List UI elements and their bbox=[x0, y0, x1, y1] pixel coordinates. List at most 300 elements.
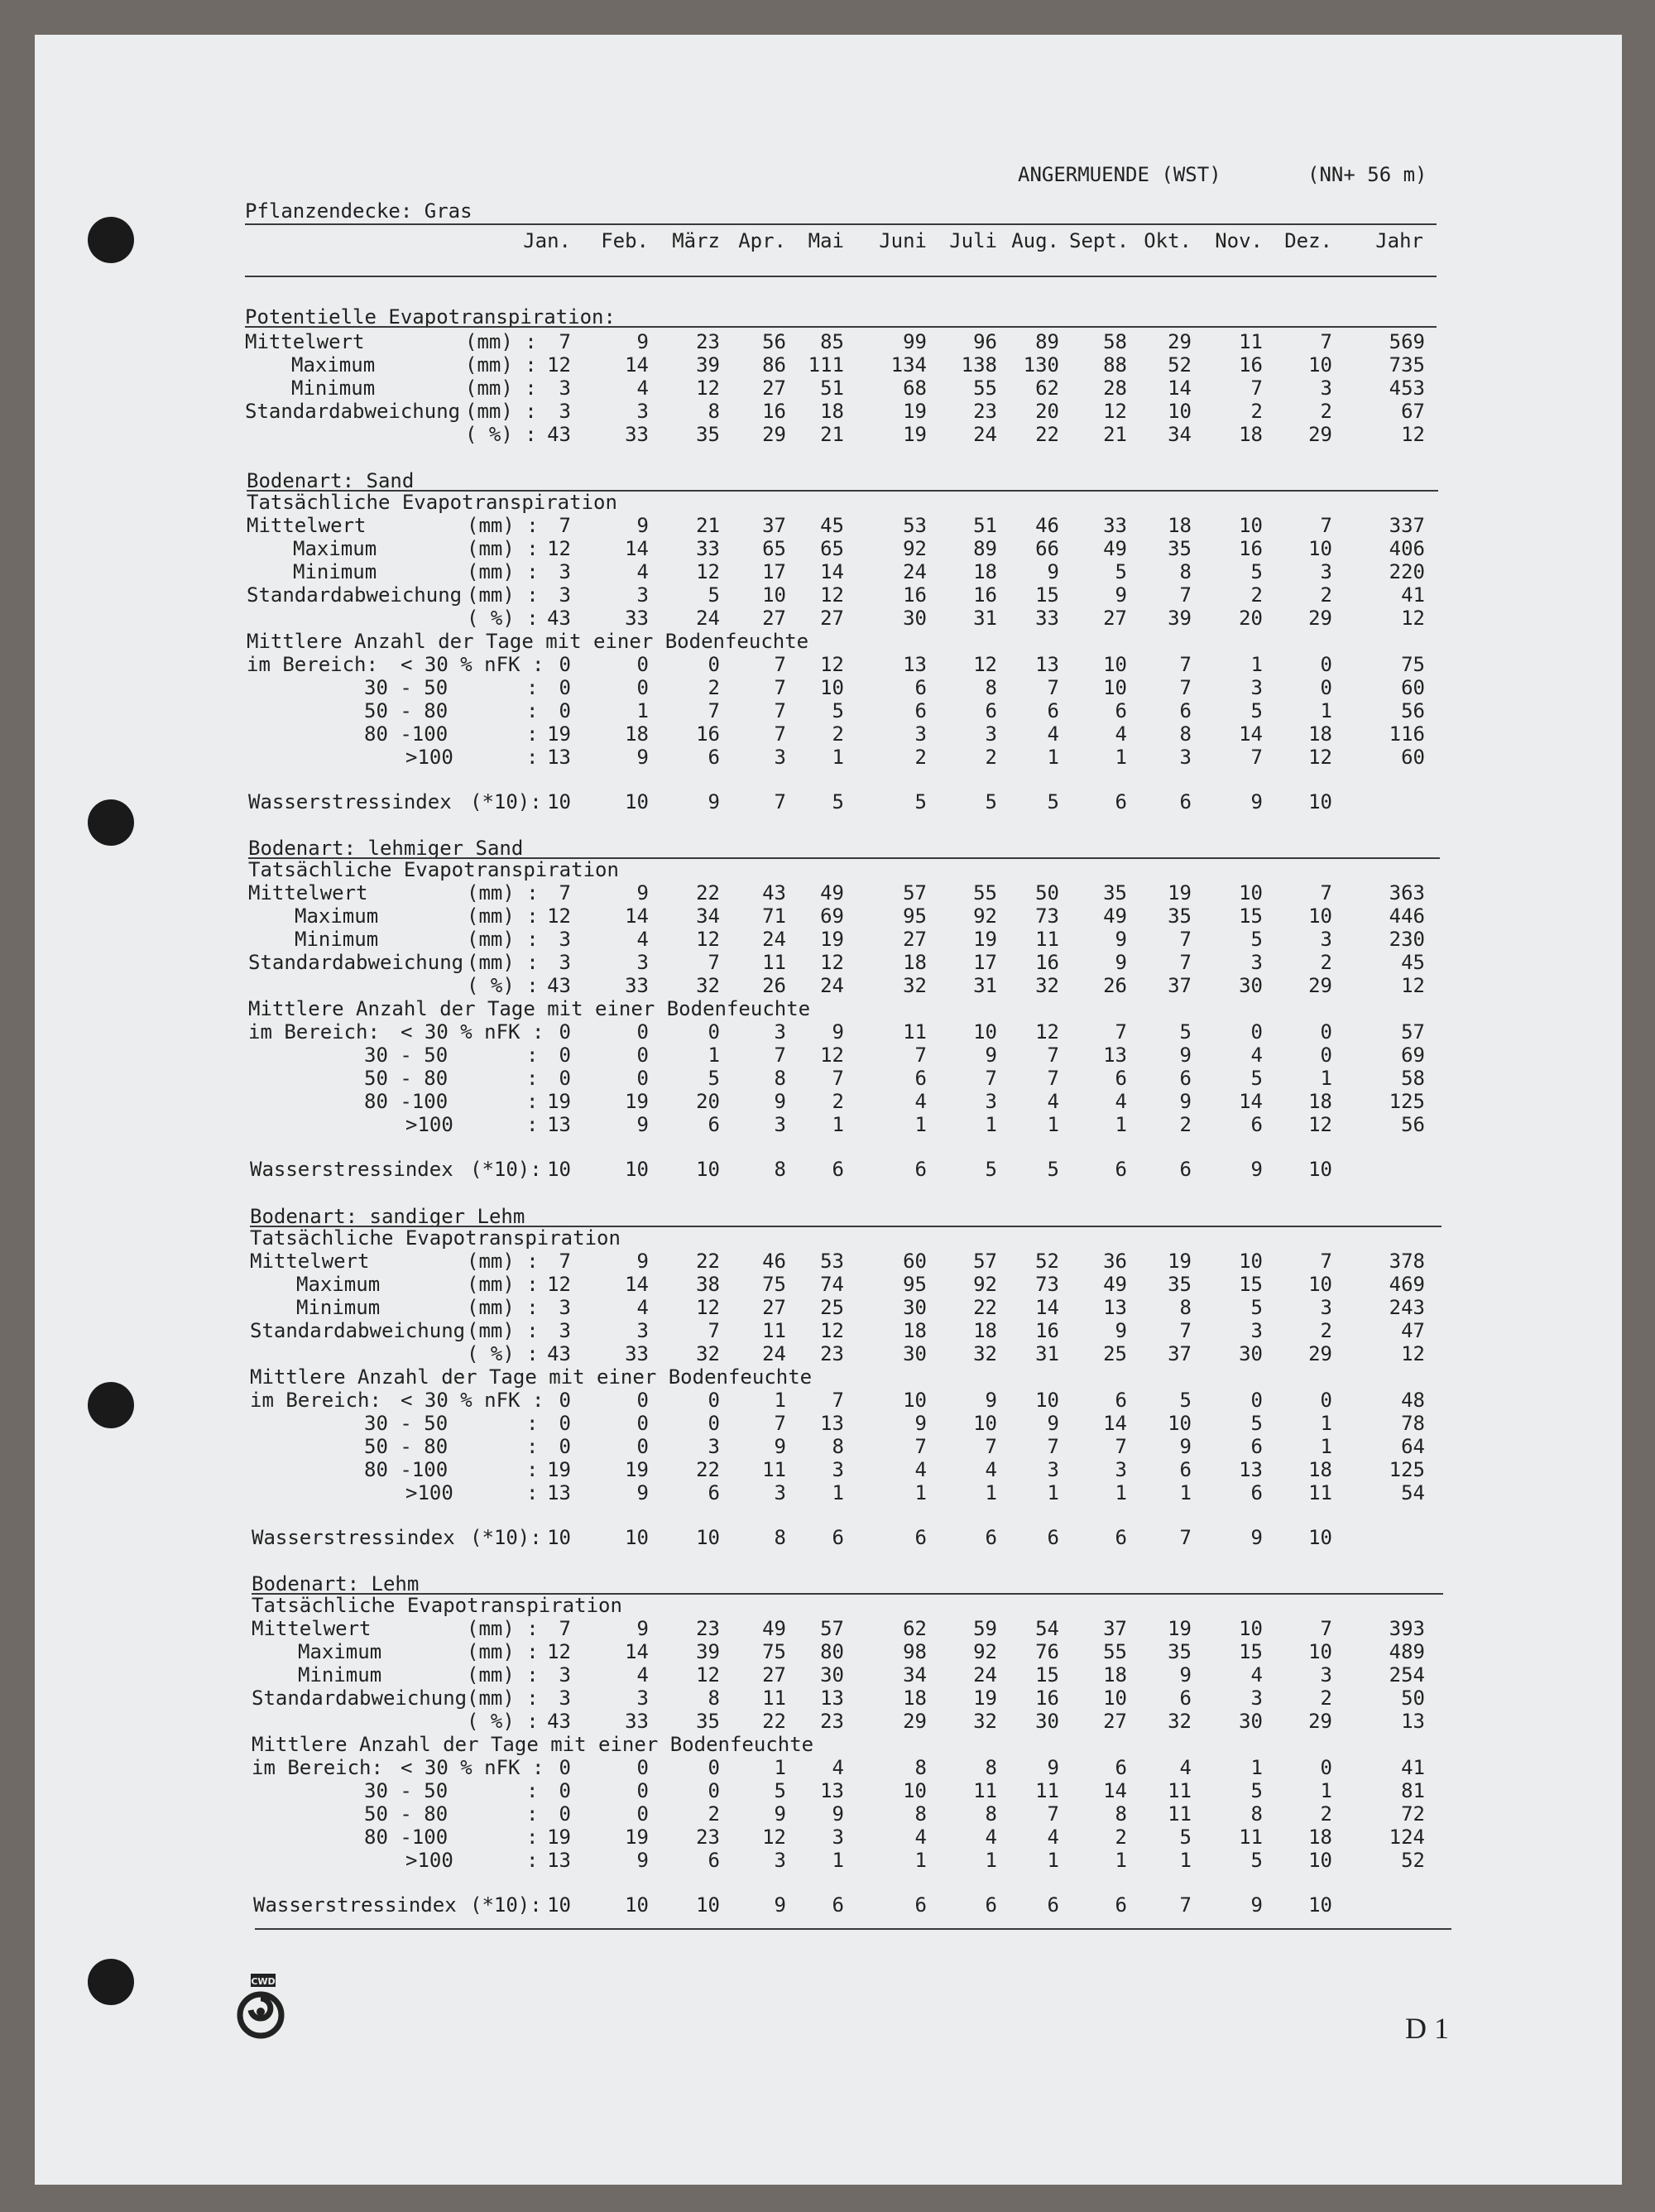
table-cell: 6 bbox=[914, 1067, 927, 1090]
range-colon: : bbox=[526, 1067, 539, 1090]
table-cell: 14 bbox=[1239, 1090, 1263, 1113]
table-cell: 2 bbox=[1320, 400, 1332, 423]
table-cell: 10 bbox=[1308, 904, 1332, 928]
table-cell: 0 bbox=[559, 653, 571, 676]
table-cell: 78 bbox=[1401, 1412, 1425, 1435]
table-cell: 26 bbox=[762, 974, 786, 997]
table-cell: 10 bbox=[1168, 400, 1192, 423]
punch-hole bbox=[88, 217, 134, 263]
table-cell: 6 bbox=[1115, 699, 1127, 722]
range-colon: : bbox=[526, 722, 539, 746]
table-cell: 6 bbox=[1179, 699, 1192, 722]
table-cell: 3 bbox=[1115, 1458, 1127, 1481]
table-cell: 4 bbox=[1047, 722, 1059, 746]
table-cell: 8 bbox=[774, 1526, 786, 1549]
table-cell: 9 bbox=[636, 514, 649, 537]
table-cell: 52 bbox=[1401, 1849, 1425, 1872]
table-cell: 7 bbox=[1047, 676, 1059, 699]
table-cell: 1 bbox=[774, 1389, 786, 1412]
table-cell: 12 bbox=[696, 560, 720, 583]
table-cell: 18 bbox=[1308, 1458, 1332, 1481]
table-cell: 1 bbox=[1320, 1779, 1332, 1802]
table-cell: 7 bbox=[559, 330, 571, 353]
table-cell: 5 bbox=[1250, 1412, 1263, 1435]
table-cell: 9 bbox=[708, 790, 720, 813]
table-cell: 12 bbox=[820, 583, 844, 607]
row-label: Mittelwert bbox=[245, 330, 365, 353]
table-cell: 34 bbox=[1168, 423, 1192, 446]
table-cell: 3 bbox=[559, 1663, 571, 1687]
table-cell: 35 bbox=[1168, 537, 1192, 560]
table-cell: 2 bbox=[1320, 1687, 1332, 1710]
table-cell: 55 bbox=[973, 881, 997, 904]
table-cell: 11 bbox=[1035, 1779, 1059, 1802]
table-cell: 43 bbox=[547, 607, 571, 630]
table-cell: 33 bbox=[696, 537, 720, 560]
table-cell: 735 bbox=[1389, 353, 1425, 377]
table-cell: 6 bbox=[1115, 790, 1127, 813]
table-cell: 32 bbox=[903, 974, 927, 997]
table-cell: 37 bbox=[1168, 1342, 1192, 1365]
table-cell: 2 bbox=[1115, 1826, 1127, 1849]
table-cell: 4 bbox=[1115, 722, 1127, 746]
table-cell: 24 bbox=[762, 1342, 786, 1365]
table-cell: 0 bbox=[1320, 1020, 1332, 1044]
table-cell: 23 bbox=[820, 1342, 844, 1365]
table-cell: 5 bbox=[774, 1779, 786, 1802]
table-cell: 9 bbox=[985, 1044, 997, 1067]
table-cell: 3 bbox=[708, 1435, 720, 1458]
row-label: Maximum bbox=[293, 537, 377, 560]
table-cell: 12 bbox=[820, 951, 844, 974]
table-cell: 4 bbox=[1179, 1756, 1192, 1779]
table-cell: 13 bbox=[1239, 1458, 1263, 1481]
row-unit: (mm) : bbox=[467, 951, 539, 974]
table-cell: 8 bbox=[774, 1158, 786, 1181]
table-cell: 9 bbox=[636, 746, 649, 769]
table-cell: Dez. bbox=[1284, 229, 1332, 252]
table-cell: 14 bbox=[1035, 1296, 1059, 1319]
range-colon: : bbox=[526, 699, 539, 722]
table-cell: 35 bbox=[1168, 1640, 1192, 1663]
table-cell: 4 bbox=[985, 1458, 997, 1481]
row-unit: (mm) : bbox=[467, 928, 539, 951]
table-cell: 39 bbox=[696, 353, 720, 377]
tats-title: Tatsächliche Evapotranspiration bbox=[247, 491, 617, 514]
table-cell: 7 bbox=[914, 1044, 927, 1067]
table-cell: 10 bbox=[547, 790, 571, 813]
range-label: 30 - 50 bbox=[364, 1044, 449, 1067]
table-cell: 9 bbox=[1179, 1435, 1192, 1458]
table-cell: 3 bbox=[1320, 1663, 1332, 1687]
table-cell: 29 bbox=[1308, 1710, 1332, 1733]
table-cell: 6 bbox=[1047, 1526, 1059, 1549]
table-cell: 9 bbox=[774, 1893, 786, 1917]
table-cell: 6 bbox=[985, 1526, 997, 1549]
table-cell: 16 bbox=[696, 722, 720, 746]
table-cell: 3 bbox=[1250, 1687, 1263, 1710]
table-cell: 220 bbox=[1389, 560, 1425, 583]
table-cell: 5 bbox=[708, 1067, 720, 1090]
table-cell: 8 bbox=[1250, 1802, 1263, 1826]
table-cell: 54 bbox=[1401, 1481, 1425, 1504]
table-cell: 6 bbox=[1047, 699, 1059, 722]
table-cell: 35 bbox=[696, 423, 720, 446]
table-cell: Okt. bbox=[1144, 229, 1192, 252]
svg-text:CWD: CWD bbox=[251, 1976, 276, 1987]
table-cell: 9 bbox=[774, 1090, 786, 1113]
table-cell: 3 bbox=[636, 951, 649, 974]
table-cell: 4 bbox=[1047, 1090, 1059, 1113]
table-cell: 3 bbox=[559, 928, 571, 951]
table-cell: 13 bbox=[547, 746, 571, 769]
table-cell: 23 bbox=[696, 1826, 720, 1849]
table-cell: 18 bbox=[1168, 514, 1192, 537]
table-cell: 1 bbox=[636, 699, 649, 722]
table-cell: 18 bbox=[1239, 423, 1263, 446]
table-cell: 18 bbox=[625, 722, 649, 746]
range-colon: : bbox=[526, 1044, 539, 1067]
table-cell: 4 bbox=[985, 1826, 997, 1849]
table-cell: 10 bbox=[973, 1412, 997, 1435]
table-cell: 10 bbox=[625, 1158, 649, 1181]
range-colon: : bbox=[526, 1435, 539, 1458]
table-cell: 13 bbox=[1035, 653, 1059, 676]
table-cell: 50 bbox=[1401, 1687, 1425, 1710]
row-unit: (mm) : bbox=[467, 1250, 539, 1273]
table-cell: 7 bbox=[774, 790, 786, 813]
table-cell: 19 bbox=[625, 1458, 649, 1481]
table-cell: 58 bbox=[1103, 330, 1127, 353]
plant-cover: Pflanzendecke: Gras bbox=[245, 199, 473, 223]
table-cell: 22 bbox=[1035, 423, 1059, 446]
table-cell: 7 bbox=[1320, 1250, 1332, 1273]
table-cell: 12 bbox=[820, 1044, 844, 1067]
table-cell: 16 bbox=[973, 583, 997, 607]
table-cell: 3 bbox=[559, 377, 571, 400]
range-colon: : bbox=[526, 1113, 539, 1136]
table-cell: 1 bbox=[832, 1849, 844, 1872]
table-cell: 27 bbox=[762, 1296, 786, 1319]
table-cell: 5 bbox=[708, 583, 720, 607]
table-cell: Juni bbox=[879, 229, 927, 252]
table-cell: 89 bbox=[1035, 330, 1059, 353]
table-cell: 9 bbox=[1047, 1412, 1059, 1435]
table-cell: 35 bbox=[1168, 904, 1192, 928]
table-cell: 10 bbox=[1308, 1640, 1332, 1663]
table-cell: 74 bbox=[820, 1273, 844, 1296]
table-cell: 4 bbox=[1250, 1663, 1263, 1687]
table-cell: 2 bbox=[985, 746, 997, 769]
table-cell: 12 bbox=[696, 1296, 720, 1319]
table-cell: 8 bbox=[985, 676, 997, 699]
table-cell: 10 bbox=[1308, 1273, 1332, 1296]
table-cell: 19 bbox=[547, 1090, 571, 1113]
table-cell: 1 bbox=[1320, 699, 1332, 722]
table-cell: 80 bbox=[820, 1640, 844, 1663]
table-cell: 66 bbox=[1035, 537, 1059, 560]
table-cell: 6 bbox=[1115, 1526, 1127, 1549]
range-label: < 30 % nFK : bbox=[401, 1020, 544, 1044]
table-cell: 7 bbox=[774, 722, 786, 746]
table-cell: 4 bbox=[914, 1826, 927, 1849]
table-cell: 41 bbox=[1401, 1756, 1425, 1779]
table-cell: 243 bbox=[1389, 1296, 1425, 1319]
table-cell: 3 bbox=[559, 951, 571, 974]
soil-title: Bodenart: sandiger Lehm bbox=[250, 1205, 525, 1228]
table-cell: 58 bbox=[1401, 1067, 1425, 1090]
table-cell: 6 bbox=[1047, 1893, 1059, 1917]
row-label: Maximum bbox=[296, 1273, 381, 1296]
table-cell: 57 bbox=[903, 881, 927, 904]
table-cell: 12 bbox=[1308, 1113, 1332, 1136]
table-cell: 23 bbox=[820, 1710, 844, 1733]
table-cell: 18 bbox=[1103, 1663, 1127, 1687]
table-cell: 3 bbox=[636, 1319, 649, 1342]
table-cell: 10 bbox=[762, 583, 786, 607]
table-cell: 8 bbox=[914, 1756, 927, 1779]
table-cell: 1 bbox=[914, 1113, 927, 1136]
table-cell: 1 bbox=[1047, 746, 1059, 769]
row-label: Maximum bbox=[295, 904, 379, 928]
table-cell: 19 bbox=[625, 1090, 649, 1113]
table-cell: 53 bbox=[903, 514, 927, 537]
table-cell: 14 bbox=[625, 1640, 649, 1663]
table-cell: 53 bbox=[820, 1250, 844, 1273]
table-cell: 12 bbox=[696, 377, 720, 400]
punch-hole bbox=[88, 1959, 134, 2005]
table-cell: 3 bbox=[636, 583, 649, 607]
table-cell: 67 bbox=[1401, 400, 1425, 423]
table-cell: 3 bbox=[559, 583, 571, 607]
table-cell: 7 bbox=[1047, 1802, 1059, 1826]
table-cell: 33 bbox=[625, 423, 649, 446]
row-unit: (mm) : bbox=[467, 537, 539, 560]
table-cell: 7 bbox=[774, 653, 786, 676]
table-cell: 35 bbox=[1168, 1273, 1192, 1296]
row-unit: ( %) : bbox=[467, 974, 539, 997]
soil-title: Bodenart: Sand bbox=[247, 469, 415, 492]
table-cell: 6 bbox=[832, 1158, 844, 1181]
table-cell: 453 bbox=[1389, 377, 1425, 400]
table-cell: 1 bbox=[1047, 1113, 1059, 1136]
table-cell: 12 bbox=[1401, 1342, 1425, 1365]
table-cell: 7 bbox=[1115, 1020, 1127, 1044]
table-cell: 10 bbox=[1239, 881, 1263, 904]
table-cell: 25 bbox=[1103, 1342, 1127, 1365]
table-cell: 9 bbox=[1179, 1044, 1192, 1067]
table-cell: 92 bbox=[973, 904, 997, 928]
table-cell: 57 bbox=[973, 1250, 997, 1273]
table-cell: 3 bbox=[1320, 377, 1332, 400]
table-cell: 21 bbox=[820, 423, 844, 446]
range-label: < 30 % nFK : bbox=[401, 653, 544, 676]
tats-title: Tatsächliche Evapotranspiration bbox=[248, 858, 619, 881]
table-cell: 5 bbox=[1250, 928, 1263, 951]
table-cell: 6 bbox=[914, 1893, 927, 1917]
table-cell: 5 bbox=[1250, 560, 1263, 583]
table-cell: 10 bbox=[1308, 790, 1332, 813]
range-label: 50 - 80 bbox=[364, 1802, 449, 1826]
table-cell: 14 bbox=[625, 537, 649, 560]
table-cell: 9 bbox=[636, 1113, 649, 1136]
table-cell: 14 bbox=[1168, 377, 1192, 400]
row-unit: (mm) : bbox=[467, 1663, 539, 1687]
table-cell: 19 bbox=[973, 928, 997, 951]
table-cell: 0 bbox=[1320, 1389, 1332, 1412]
range-label: >100 bbox=[405, 1481, 453, 1504]
table-cell: 6 bbox=[708, 746, 720, 769]
table-cell: 2 bbox=[1179, 1113, 1192, 1136]
table-cell: 12 bbox=[1103, 400, 1127, 423]
tats-title: Tatsächliche Evapotranspiration bbox=[252, 1594, 622, 1617]
table-cell: 24 bbox=[973, 1663, 997, 1687]
table-cell: 3 bbox=[774, 1849, 786, 1872]
table-cell: 20 bbox=[696, 1090, 720, 1113]
table-cell: 7 bbox=[708, 951, 720, 974]
range-label: 80 -100 bbox=[364, 722, 449, 746]
table-cell: 6 bbox=[1179, 1067, 1192, 1090]
table-cell: 0 bbox=[559, 699, 571, 722]
table-cell: 3 bbox=[985, 722, 997, 746]
range-prefix: im Bereich: bbox=[248, 1020, 380, 1044]
table-cell: 7 bbox=[774, 676, 786, 699]
table-cell: 33 bbox=[625, 1342, 649, 1365]
table-cell: 0 bbox=[708, 1779, 720, 1802]
table-cell: 6 bbox=[985, 699, 997, 722]
table-cell: 0 bbox=[636, 1756, 649, 1779]
table-cell: 1 bbox=[1047, 1481, 1059, 1504]
table-cell: 15 bbox=[1239, 1640, 1263, 1663]
table-cell: 56 bbox=[1401, 1113, 1425, 1136]
row-unit: ( %) : bbox=[467, 1710, 539, 1733]
table-cell: 19 bbox=[1168, 1250, 1192, 1273]
table-cell: 43 bbox=[547, 423, 571, 446]
table-cell: 22 bbox=[696, 1250, 720, 1273]
table-cell: 9 bbox=[636, 1849, 649, 1872]
table-cell: 6 bbox=[985, 1893, 997, 1917]
table-cell: 10 bbox=[1103, 1687, 1127, 1710]
table-cell: 11 bbox=[762, 1458, 786, 1481]
table-cell: 13 bbox=[547, 1481, 571, 1504]
table-cell: 0 bbox=[559, 1389, 571, 1412]
station-elevation: (NN+ 56 m) bbox=[1307, 163, 1427, 186]
table-cell: 8 bbox=[1179, 1296, 1192, 1319]
table-cell: 5 bbox=[1179, 1389, 1192, 1412]
table-cell: 19 bbox=[903, 423, 927, 446]
table-cell: 46 bbox=[1035, 514, 1059, 537]
table-cell: 406 bbox=[1389, 537, 1425, 560]
row-unit: (mm) : bbox=[467, 1296, 539, 1319]
table-cell: 43 bbox=[547, 974, 571, 997]
table-cell: 7 bbox=[1179, 676, 1192, 699]
table-cell: 12 bbox=[820, 653, 844, 676]
table-cell: 12 bbox=[547, 537, 571, 560]
table-cell: 98 bbox=[903, 1640, 927, 1663]
table-cell: 52 bbox=[1168, 353, 1192, 377]
table-cell: 0 bbox=[559, 676, 571, 699]
table-cell: 33 bbox=[625, 1710, 649, 1733]
table-cell: 1 bbox=[985, 1849, 997, 1872]
table-cell: 1 bbox=[1250, 653, 1263, 676]
row-label: Minimum bbox=[293, 560, 377, 583]
table-cell: 75 bbox=[762, 1640, 786, 1663]
table-cell: 7 bbox=[774, 1044, 786, 1067]
row-label: Minimum bbox=[295, 928, 379, 951]
table-cell: 7 bbox=[708, 1319, 720, 1342]
table-cell: 57 bbox=[1401, 1020, 1425, 1044]
table-cell: 92 bbox=[973, 1273, 997, 1296]
table-cell: März bbox=[672, 229, 720, 252]
range-colon: : bbox=[526, 1802, 539, 1826]
range-colon: : bbox=[526, 1412, 539, 1435]
table-cell: 69 bbox=[1401, 1044, 1425, 1067]
table-cell: 95 bbox=[903, 904, 927, 928]
row-unit: (mm) : bbox=[467, 560, 539, 583]
table-cell: 7 bbox=[1179, 951, 1192, 974]
table-cell: 7 bbox=[914, 1435, 927, 1458]
table-cell: 9 bbox=[774, 1802, 786, 1826]
table-cell: 11 bbox=[1239, 330, 1263, 353]
table-cell: 41 bbox=[1401, 583, 1425, 607]
table-cell: 125 bbox=[1389, 1458, 1425, 1481]
table-cell: 1 bbox=[1320, 1412, 1332, 1435]
table-cell: 4 bbox=[636, 1296, 649, 1319]
row-label: Standardabweichung bbox=[248, 951, 464, 974]
table-cell: 48 bbox=[1401, 1389, 1425, 1412]
table-cell: 33 bbox=[1035, 607, 1059, 630]
table-cell: 27 bbox=[903, 928, 927, 951]
table-cell: 14 bbox=[820, 560, 844, 583]
table-cell: 19 bbox=[547, 1458, 571, 1481]
table-cell: 10 bbox=[903, 1779, 927, 1802]
table-cell: 8 bbox=[985, 1802, 997, 1826]
row-unit: (mm) : bbox=[465, 377, 537, 400]
table-cell: Mai bbox=[808, 229, 844, 252]
table-cell: 337 bbox=[1389, 514, 1425, 537]
table-cell: 3 bbox=[1320, 560, 1332, 583]
table-cell: 2 bbox=[1250, 400, 1263, 423]
table-cell: 16 bbox=[762, 400, 786, 423]
table-cell: 15 bbox=[1239, 1273, 1263, 1296]
table-cell: 10 bbox=[696, 1526, 720, 1549]
table-cell: 3 bbox=[636, 400, 649, 423]
range-colon: : bbox=[526, 1090, 539, 1113]
table-cell: 3 bbox=[559, 1687, 571, 1710]
range-label: 50 - 80 bbox=[364, 1435, 449, 1458]
table-cell: 1 bbox=[985, 1481, 997, 1504]
row-unit: ( %) : bbox=[467, 1342, 539, 1365]
stress-index-unit: (*10): bbox=[470, 1893, 542, 1917]
table-cell: 18 bbox=[973, 1319, 997, 1342]
table-cell: 7 bbox=[1179, 1319, 1192, 1342]
table-cell: 2 bbox=[1320, 583, 1332, 607]
table-cell: 6 bbox=[1250, 1113, 1263, 1136]
table-cell: 10 bbox=[1239, 1617, 1263, 1640]
table-cell: 9 bbox=[1250, 1158, 1263, 1181]
table-cell: 19 bbox=[625, 1826, 649, 1849]
table-cell: 38 bbox=[696, 1273, 720, 1296]
row-unit: (mm) : bbox=[467, 881, 539, 904]
row-label: Mittelwert bbox=[252, 1617, 372, 1640]
table-cell: 1 bbox=[1047, 1849, 1059, 1872]
table-cell: 1 bbox=[1250, 1756, 1263, 1779]
table-cell: Aug. bbox=[1011, 229, 1059, 252]
row-label: Minimum bbox=[296, 1296, 381, 1319]
table-cell: 0 bbox=[636, 676, 649, 699]
table-cell: 3 bbox=[1250, 676, 1263, 699]
range-prefix: im Bereich: bbox=[250, 1389, 381, 1412]
